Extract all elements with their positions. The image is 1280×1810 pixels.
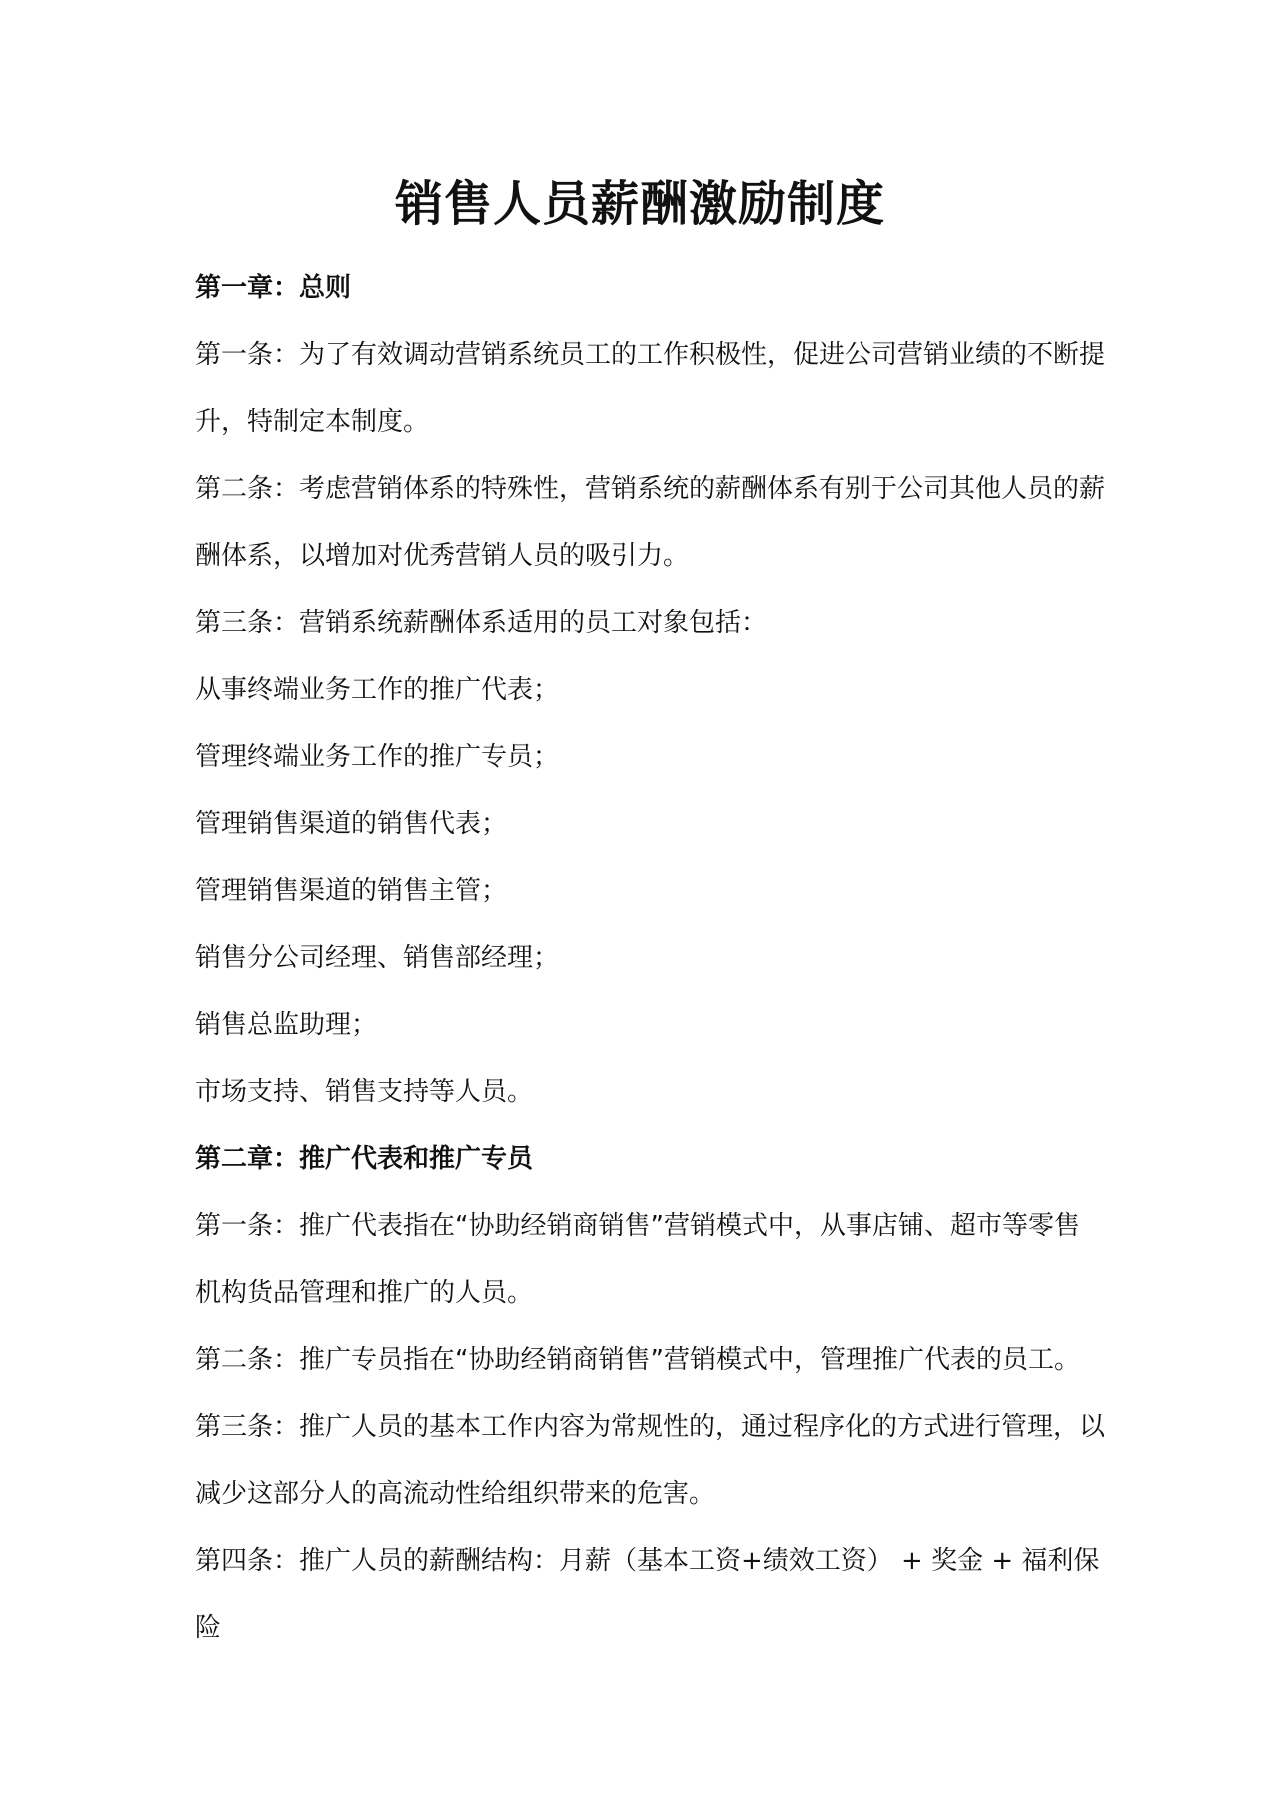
list-item: 管理销售渠道的销售主管； (195, 876, 508, 906)
paragraph-line: 第四条：推广人员的薪酬结构：月薪（基本工资+绩效工资） + 奖金 + 福利保 (195, 1546, 1100, 1576)
paragraph-line: 第三条：推广人员的基本工作内容为常规性的，通过程序化的方式进行管理，以 (195, 1412, 1106, 1442)
chapter-heading: 第二章：推广代表和推广专员 (195, 1144, 534, 1174)
document-body (195, 262, 1106, 1669)
list-item: 销售总监助理； (195, 1010, 378, 1040)
paragraph-line: 减少这部分人的高流动性给组织带来的危害。 (195, 1479, 716, 1509)
list-item: 销售分公司经理、销售部经理； (195, 943, 560, 973)
paragraph-line: 酬体系，以增加对优秀营销人员的吸引力。 (195, 541, 690, 571)
document-title: 销售人员薪酬激励制度 (394, 176, 885, 232)
list-item: 从事终端业务工作的推广代表； (195, 675, 560, 705)
paragraph-line: 第二条：考虑营销体系的特殊性，营销系统的薪酬体系有别于公司其他人员的薪 (195, 474, 1106, 504)
paragraph-line: 机构货品管理和推广的人员。 (195, 1278, 534, 1308)
paragraph-line: 第一条：推广代表指在“协助经销商销售”营销模式中，从事店铺、超市等零售 (195, 1211, 1080, 1241)
paragraph-line: 第一条：为了有效调动营销系统员工的工作积极性，促进公司营销业绩的不断提 (195, 340, 1106, 370)
chapter-heading: 第一章：总则 (195, 273, 352, 303)
list-item: 管理终端业务工作的推广专员； (195, 742, 560, 772)
paragraph-line: 第二条：推广专员指在“协助经销商销售”营销模式中，管理推广代表的员工。 (195, 1345, 1080, 1375)
paragraph-line: 升，特制定本制度。 (195, 407, 430, 437)
paragraph-line: 第三条：营销系统薪酬体系适用的员工对象包括： (195, 608, 768, 638)
list-item: 管理销售渠道的销售代表； (195, 809, 508, 839)
list-item: 市场支持、销售支持等人员。 (195, 1077, 534, 1107)
paragraph-line: 险 (195, 1613, 222, 1643)
